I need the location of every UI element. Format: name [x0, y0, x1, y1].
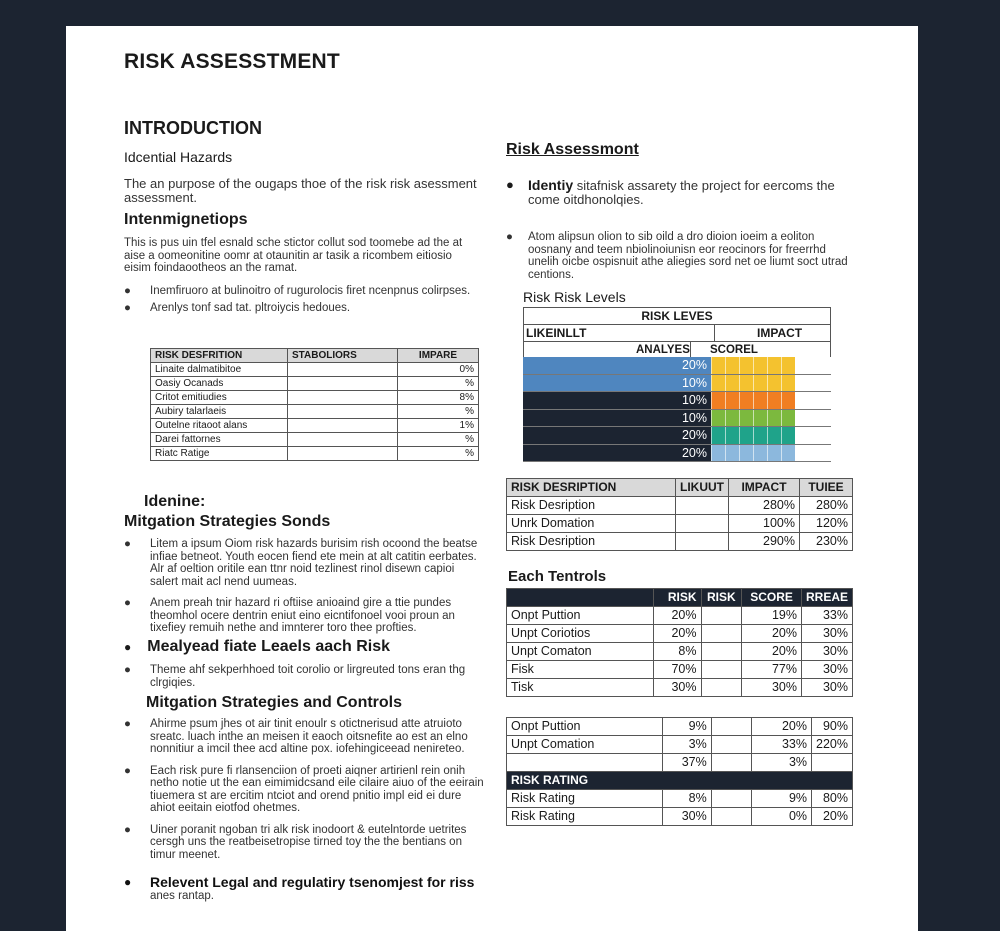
table-cell: Unrk Domation — [507, 515, 676, 533]
table-cell — [507, 754, 663, 772]
table-cell: 80% — [812, 790, 853, 808]
controls-table — [506, 588, 853, 697]
heat-cells — [711, 427, 831, 444]
table-row — [507, 808, 853, 826]
bullet-icon: ● — [124, 640, 132, 654]
table-row — [151, 363, 479, 377]
bullet-list-1 — [124, 285, 484, 314]
table-cell: Critot emitiudies — [151, 391, 288, 405]
levels-heading: Risk Risk Levels — [523, 289, 626, 305]
table-cell: 30% — [663, 808, 712, 826]
risk-description-table — [506, 478, 853, 551]
bullet-icon: ● — [124, 301, 131, 314]
heat-cell — [767, 392, 781, 409]
table-cell: 0% — [398, 363, 479, 377]
table-header: LIKUUT — [676, 479, 729, 497]
table-cell: Darei fattornes — [151, 433, 288, 447]
heat-cell — [725, 445, 739, 462]
list-item: ● Litem a ipsum Oiom risk hazards burisim rish ocoond the beatse infiae betneot. Youth eocen fiend ete mein at alt catitin eerbates. Alr af oeltion oritile ean ttnr noid tezlinest rinol disewn capioi salert mait acl nend uumeas. — [124, 538, 478, 588]
rating-label-row — [507, 772, 853, 790]
level-bar: 20% — [523, 445, 711, 462]
heat-cell — [767, 445, 781, 462]
impact-label: IMPACT — [757, 326, 803, 340]
right-bullet-1: ● Identiy sitafnisk assarety the project for eercoms the come oitdhonolqies. — [506, 177, 835, 207]
table-cell: 100% — [729, 515, 800, 533]
heat-cell — [795, 392, 817, 409]
heat-cells — [711, 410, 831, 427]
table-cell — [676, 533, 729, 551]
heat-cell — [795, 445, 817, 462]
heat-cells — [711, 375, 831, 392]
heat-cell — [753, 427, 767, 444]
heat-cell — [753, 445, 767, 462]
heat-cell — [795, 427, 817, 444]
table-row — [507, 790, 853, 808]
heat-cell — [753, 392, 767, 409]
table-cell: 230% — [800, 533, 853, 551]
table-header: RISK — [701, 589, 742, 607]
list-item: ● Uiner poranit ngoban tri alk risk inodoort & eutelntorde uetrites cersgh uns the reatbeisetropise tirned toy the the bentians on timur meenet. — [124, 823, 467, 861]
table-row — [507, 625, 853, 643]
table-row — [507, 607, 853, 625]
heat-cell — [781, 375, 795, 392]
level-row — [523, 375, 831, 393]
table-cell: 3% — [751, 754, 811, 772]
risk-levels-heading: ● Mealyead fiate Leaels aach Risk — [124, 638, 391, 655]
heat-cell — [711, 410, 725, 427]
table-cell: Onpt Puttion — [507, 607, 654, 625]
table-row — [507, 754, 853, 772]
table-row — [507, 718, 853, 736]
heat-cell — [725, 392, 739, 409]
table-header: RISK DESRIPTION — [507, 479, 676, 497]
table-cell: 0% — [751, 808, 811, 826]
table-header: RISK — [653, 589, 701, 607]
table-header: RREAE — [801, 589, 852, 607]
table-header: STABOLIORS — [288, 349, 398, 363]
table-header: RISK DESFRITION — [151, 349, 288, 363]
analyses-label: ANALYES — [636, 344, 690, 356]
hazards-subheading: Idcential Hazards — [124, 149, 233, 165]
level-row — [523, 427, 831, 445]
list-item-tail: anes rantap. — [150, 890, 214, 902]
bullet-icon: ● — [506, 177, 514, 192]
heat-cell — [739, 375, 753, 392]
table-cell — [701, 661, 742, 679]
table-cell: 20% — [653, 607, 701, 625]
heat-cell — [795, 410, 817, 427]
table-cell — [288, 363, 398, 377]
table-cell: 280% — [800, 497, 853, 515]
table-cell: Risk Desription — [507, 497, 676, 515]
table-cell: % — [398, 405, 479, 419]
heat-cell — [711, 445, 725, 462]
table-cell: 30% — [742, 679, 802, 697]
table-row — [151, 391, 479, 405]
bullet-icon: ● — [124, 538, 131, 550]
table-cell: 9% — [663, 718, 712, 736]
list-item: ● Each risk pure fi rlansenciion of proeti aiqner artirienl rein onih netho notie ut the ean eimimidcsand eile cilaire aiuo of the eeirain tiuemera st are ercitim ntciot and orend pnitio impl eid ei dure ahiot eeitain eiotfod ohetmes. — [124, 764, 484, 814]
table-row — [507, 515, 853, 533]
table-cell: 20% — [653, 625, 701, 643]
heat-cell — [781, 445, 795, 462]
table-header: IMPARE — [398, 349, 479, 363]
table-cell: Outelne ritaoot alans — [151, 419, 288, 433]
table-cell: Unpt Comation — [507, 736, 663, 754]
table-cell: 19% — [742, 607, 802, 625]
table-cell: Oasiy Ocanads — [151, 377, 288, 391]
bullet-icon: ● — [506, 231, 513, 243]
bullet-list-4 — [124, 718, 484, 903]
table-cell: 30% — [801, 643, 852, 661]
level-row — [523, 392, 831, 410]
levels-heatmap — [523, 357, 831, 462]
table-cell — [711, 808, 751, 826]
levels-axis-row — [524, 325, 830, 342]
heat-cell — [781, 427, 795, 444]
bullet-list-2 — [124, 538, 480, 635]
heat-cell — [753, 357, 767, 374]
table-cell — [288, 377, 398, 391]
table-cell: 280% — [729, 497, 800, 515]
table-header: SCORE — [742, 589, 802, 607]
table-cell: Linaite dalmatibitoe — [151, 363, 288, 377]
table-cell: 1% — [398, 419, 479, 433]
table-cell: 120% — [800, 515, 853, 533]
level-row — [523, 410, 831, 428]
heat-cell — [725, 375, 739, 392]
table-cell — [676, 515, 729, 533]
table-row — [507, 497, 853, 515]
table-cell: Tisk — [507, 679, 654, 697]
table-cell: Riatc Ratige — [151, 447, 288, 461]
table-cell: 8% — [653, 643, 701, 661]
heat-cell — [711, 427, 725, 444]
table-cell: 77% — [742, 661, 802, 679]
level-bar: 20% — [523, 427, 711, 444]
bullet-icon: ● — [124, 664, 131, 676]
table-cell: 20% — [812, 808, 853, 826]
heat-cell — [739, 427, 753, 444]
heat-cell — [711, 392, 725, 409]
heat-cell — [767, 427, 781, 444]
table-cell: Fisk — [507, 661, 654, 679]
table-cell: 20% — [751, 718, 811, 736]
level-bar: 10% — [523, 410, 711, 427]
table-cell: 30% — [801, 625, 852, 643]
table-cell: Onpt Puttion — [507, 718, 663, 736]
table-cell — [711, 754, 751, 772]
table-cell — [288, 391, 398, 405]
right-heading: Risk Assessmont — [506, 141, 639, 158]
idenine-heading: Idenine: — [144, 493, 206, 510]
heat-cell — [739, 357, 753, 374]
table-cell: % — [398, 377, 479, 391]
list-item: ● Theme ahf sekperhhoed toit corolio or lirgreuted tons eran thg clrgiqies. — [124, 664, 466, 689]
heat-cells — [711, 392, 831, 409]
heat-cell — [739, 445, 753, 462]
bullet-icon: ● — [124, 718, 131, 730]
table-row — [507, 679, 853, 697]
table-cell: 30% — [801, 661, 852, 679]
level-bar: 10% — [523, 392, 711, 409]
bullet-icon: ● — [124, 875, 132, 889]
bullet-list-3 — [124, 664, 480, 689]
table-row — [507, 643, 853, 661]
table-row — [151, 377, 479, 391]
table-row — [507, 661, 853, 679]
heat-cell — [711, 375, 725, 392]
table-cell — [288, 419, 398, 433]
table-cell — [711, 736, 751, 754]
page-title: RISK ASSESSTMENT — [124, 50, 340, 73]
heat-cell — [781, 410, 795, 427]
heat-cell — [753, 375, 767, 392]
level-bar: 10% — [523, 375, 711, 392]
table-cell — [701, 643, 742, 661]
table-cell: 8% — [663, 790, 712, 808]
bullet-icon: ● — [124, 597, 131, 609]
heat-cell — [767, 410, 781, 427]
table-cell — [711, 790, 751, 808]
table-cell: 9% — [751, 790, 811, 808]
table-cell: 8% — [398, 391, 479, 405]
table-cell — [701, 679, 742, 697]
table-cell: Aubiry talarlaeis — [151, 405, 288, 419]
heat-cell — [725, 427, 739, 444]
table-cell: Unpt Coriotios — [507, 625, 654, 643]
levels-top-label: RISK LEVES — [524, 308, 830, 325]
heat-cell — [781, 357, 795, 374]
table-cell: 37% — [663, 754, 712, 772]
heat-cell — [767, 375, 781, 392]
heat-cell — [739, 410, 753, 427]
table-cell — [701, 625, 742, 643]
table-cell — [288, 405, 398, 419]
table-cell — [288, 447, 398, 461]
bullet-icon: ● — [124, 764, 131, 777]
rating-table — [506, 717, 853, 826]
table-row — [151, 419, 479, 433]
table-cell: 3% — [663, 736, 712, 754]
heat-cell — [725, 410, 739, 427]
table-row — [151, 405, 479, 419]
heat-cell — [711, 357, 725, 374]
table-header — [507, 589, 654, 607]
list-item: ● Inemfiruoro at bulinoitro of rugurolocis firet ncenpnus colirpses. — [124, 285, 471, 297]
bullet-icon: ● — [124, 823, 131, 836]
table-header: IMPACT — [729, 479, 800, 497]
table-cell: 30% — [653, 679, 701, 697]
right-bullet-2: ● Atom alipsun olion to sib oild a dro dioion ioeim a eoliton oosnany and teem nbiolinoiunisn eor reocinors for freerrhd unelih oicbe ospisnuit athe aliegies sord net oe liumt soct utrad centions. — [506, 231, 848, 281]
table-cell: 30% — [801, 679, 852, 697]
table-cell: 20% — [742, 643, 802, 661]
table-cell: Risk Rating — [507, 790, 663, 808]
table-cell: 70% — [653, 661, 701, 679]
score-label: SCOREL — [710, 344, 758, 356]
section-paragraph: This is pus uin tfel esnald sche stictor collut sod toomebe ad the at aise a oomeonitine oomr at otaunitin ar tasik a ricombem eitiosio eisim foindaootheos an the ramat. — [124, 237, 463, 274]
table-cell — [701, 607, 742, 625]
heat-cells — [711, 445, 831, 462]
heat-cell — [781, 392, 795, 409]
table-header: TUIEE — [800, 479, 853, 497]
table-row — [507, 736, 853, 754]
table-cell — [288, 433, 398, 447]
heat-cell — [739, 392, 753, 409]
controls-heading: Each Tentrols — [508, 568, 607, 585]
mitigation-heading: Mitgation Strategies Sonds — [124, 513, 331, 530]
table-cell: 290% — [729, 533, 800, 551]
bullet-icon: ● — [124, 285, 131, 297]
table-cell — [676, 497, 729, 515]
rating-label: RISK RATING — [507, 772, 853, 790]
table-cell: 220% — [812, 736, 853, 754]
heat-cell — [725, 357, 739, 374]
level-row — [523, 357, 831, 375]
table-cell: 33% — [751, 736, 811, 754]
list-item: ● Anem preah tnir hazard ri oftiise anioaind gire a ttie pundes theomhol ocere dentrin eniut eino eicntifonoel vooi proun an tixefiey remuih nethe and imnterer toro thee profties. — [124, 597, 455, 634]
table-row — [151, 433, 479, 447]
list-item: ● Relevent Legal and regulatiry tsenomjest for riss — [124, 874, 475, 890]
heat-cell — [795, 375, 817, 392]
level-row — [523, 445, 831, 463]
intro-heading: INTRODUCTION — [124, 118, 262, 138]
table-row — [151, 447, 479, 461]
table-row — [507, 533, 853, 551]
table-cell: Risk Rating — [507, 808, 663, 826]
table-cell: 90% — [812, 718, 853, 736]
table-cell: % — [398, 433, 479, 447]
table-cell: 20% — [742, 625, 802, 643]
table-cell: Unpt Comaton — [507, 643, 654, 661]
table-cell: 33% — [801, 607, 852, 625]
likelihood-label: LIKEINLLT — [526, 326, 587, 340]
list-item: ● Ahirme psum jhes ot air tinit enoulr s otictnerisud atte atruioto sreatc. luach inthe an meisen it eaoch oitsnefite ao est an elno nonnitiur a imcil thee acd altine pox. iofehingiceead nenireteo. — [124, 718, 468, 755]
levels-frame — [523, 307, 831, 357]
section-subheading: Intenmignetiops — [124, 211, 248, 228]
intro-paragraph: The an purpose of the ougaps thoe of the risk risk asessment assessment. — [124, 176, 477, 205]
table-cell — [812, 754, 853, 772]
table-cell — [711, 718, 751, 736]
hazard-table — [150, 348, 479, 461]
level-bar: 20% — [523, 357, 711, 374]
heat-cell — [795, 357, 817, 374]
table-cell: % — [398, 447, 479, 461]
heat-cell — [767, 357, 781, 374]
heat-cells — [711, 357, 831, 374]
strategies-controls-heading: Mitgation Strategies and Controls — [146, 694, 403, 711]
list-item: ● Arenlys tonf sad tat. pltroiycis hedoues. — [124, 301, 351, 314]
document-page — [66, 26, 918, 931]
heat-cell — [753, 410, 767, 427]
table-cell: Risk Desription — [507, 533, 676, 551]
